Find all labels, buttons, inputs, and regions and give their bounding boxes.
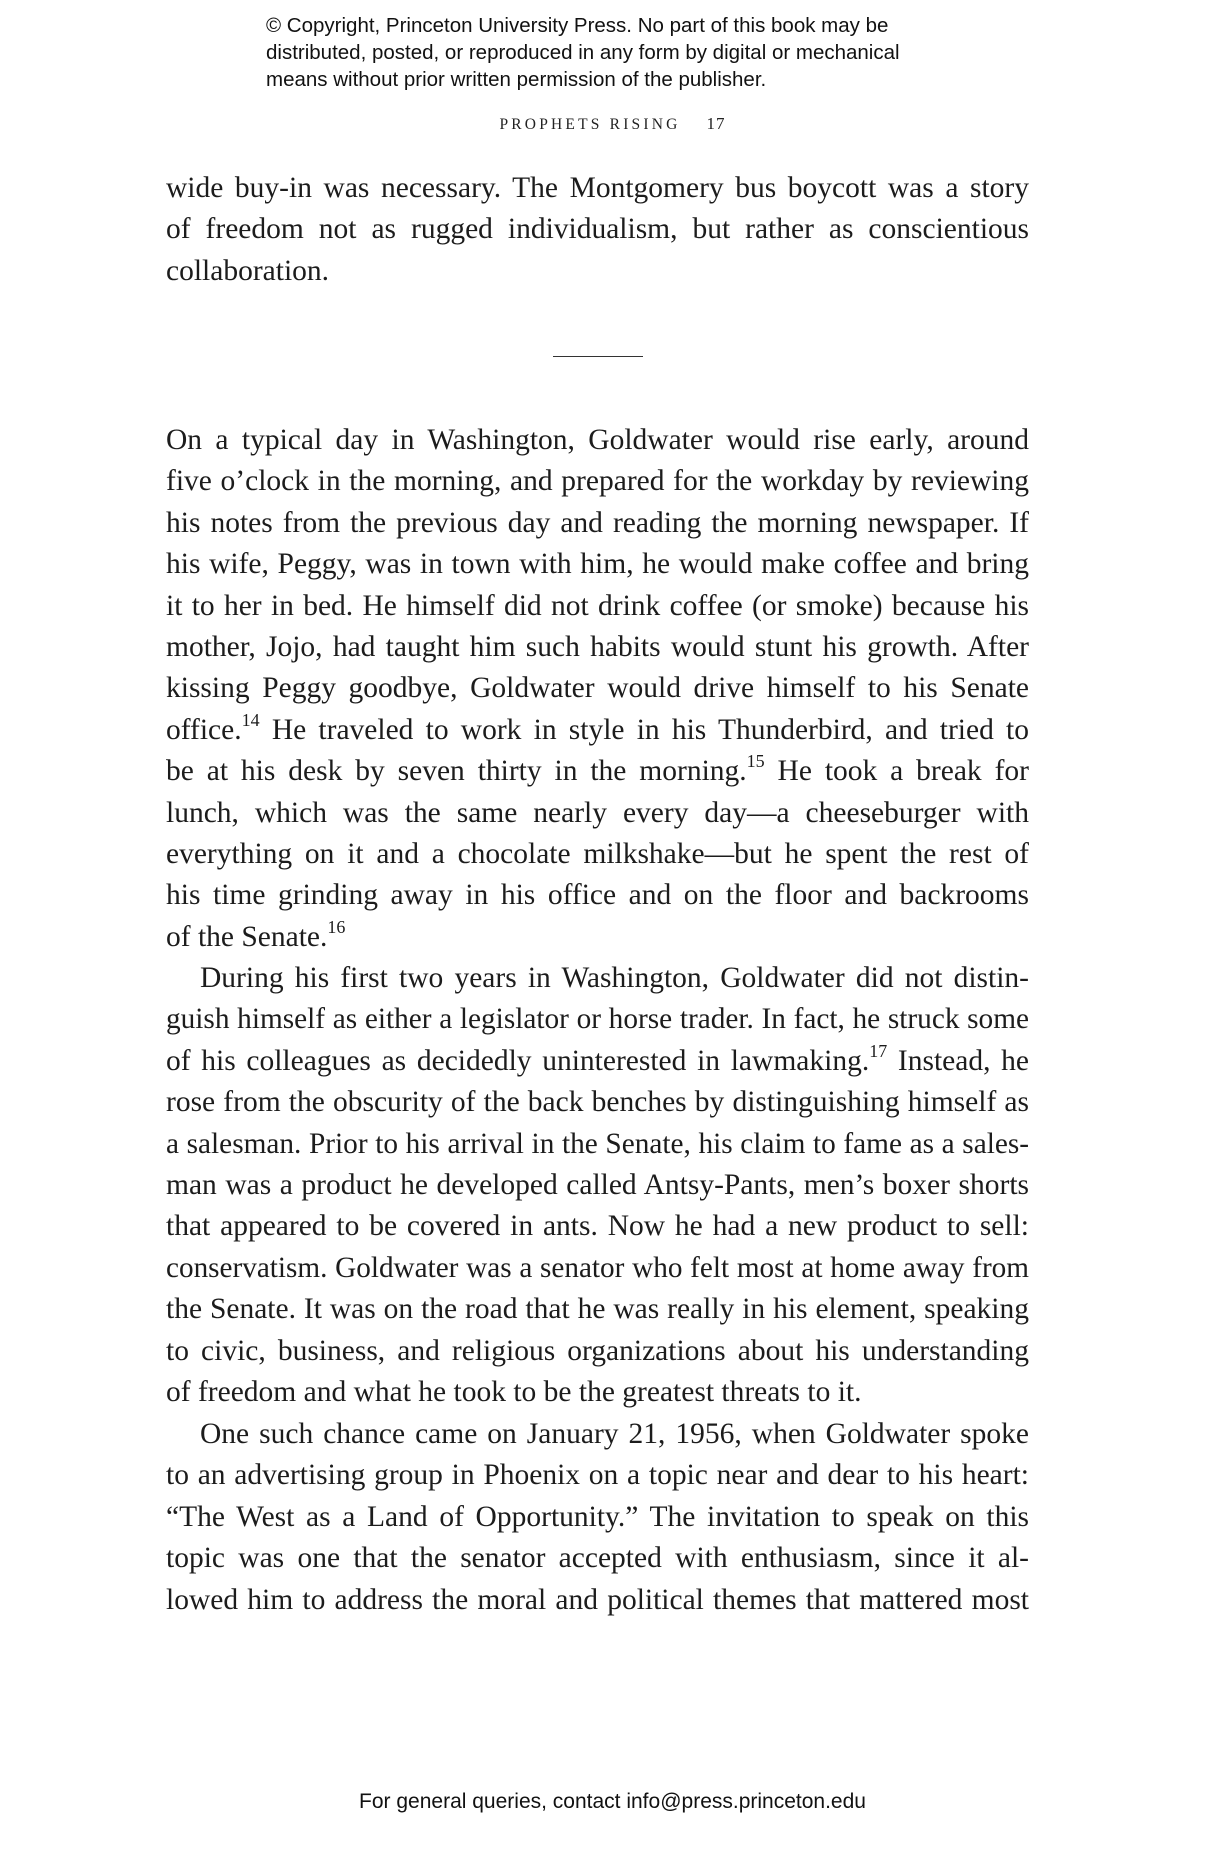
text-line bbox=[166, 751, 1029, 792]
text-segment: of his colleagues as decidedly uninterested in lawmaking. bbox=[166, 1044, 870, 1077]
text-segment: of the Senate. bbox=[166, 920, 328, 953]
text-line: everything on it and a chocolate milkshake—but he spent the rest of bbox=[166, 838, 1029, 871]
text-line: During his first two years in Washington, Goldwater did not distin- bbox=[200, 962, 1029, 994]
text-line: collaboration. bbox=[166, 254, 330, 287]
text-segment: He traveled to work in style in his Thunderbird, and tried to bbox=[259, 713, 1029, 746]
text-line bbox=[166, 710, 1029, 751]
text-line: his wife, Peggy, was in town with him, he would make coffee and bring bbox=[166, 548, 1029, 581]
text-line: to an advertising group in Phoenix on a topic near and dear to his heart: bbox=[166, 1459, 1029, 1492]
text-line: On a typical day in Washington, Goldwater would rise early, around bbox=[166, 424, 1029, 456]
footnote-ref: 15 bbox=[746, 751, 765, 772]
text-segment: Instead, he bbox=[887, 1044, 1030, 1077]
paragraph-january-speech bbox=[166, 1414, 1029, 1621]
text-line: lowed him to address the moral and political themes that mattered most bbox=[166, 1583, 1029, 1616]
text-line: mother, Jojo, had taught him such habits would stunt his growth. After bbox=[166, 631, 1029, 664]
text-line bbox=[166, 1041, 1029, 1082]
text-line: to civic, business, and religious organizations about his understanding bbox=[166, 1334, 1029, 1367]
text-line: a salesman. Prior to his arrival in the Senate, his claim to fame as a sales- bbox=[166, 1127, 1029, 1160]
text-line: man was a product he developed called Antsy-Pants, men’s boxer shorts bbox=[166, 1169, 1029, 1202]
text-line: his time grinding away in his office and on the floor and backrooms bbox=[166, 879, 1029, 912]
running-head-title: PROPHETS RISING bbox=[499, 116, 681, 133]
text-line: five o’clock in the morning, and prepared for the workday by reviewing bbox=[166, 465, 1029, 498]
text-line: rose from the obscurity of the back benches by distinguishing himself as bbox=[166, 1086, 1029, 1119]
copyright-line: means without prior written permission of the publisher. bbox=[266, 68, 767, 91]
text-segment: He took a break for bbox=[764, 755, 1029, 788]
text-line: his notes from the previous day and reading the morning newspaper. If bbox=[166, 506, 1029, 539]
footer-contact: For general queries, contact info@press.princeton.edu bbox=[359, 1790, 866, 1813]
text-segment: office. bbox=[166, 713, 242, 746]
text-line: wide buy-in was necessary. The Montgomery bus boycott was a story bbox=[166, 172, 1029, 204]
text-line: conservatism. Goldwater was a senator who felt most at home away from bbox=[166, 1251, 1029, 1284]
page-number: 17 bbox=[706, 114, 726, 133]
text-line: One such chance came on January 21, 1956, when Goldwater spoke bbox=[200, 1418, 1029, 1450]
text-line bbox=[166, 917, 1029, 958]
copyright-notice bbox=[266, 12, 986, 93]
text-line: lunch, which was the same nearly every day—a cheeseburger with bbox=[166, 796, 1029, 829]
footnote-ref: 14 bbox=[241, 710, 260, 731]
copyright-line: distributed, posted, or reproduced in any form by digital or mechanical bbox=[266, 41, 900, 64]
text-line: that appeared to be covered in ants. Now he had a new product to sell: bbox=[166, 1210, 1029, 1243]
text-line: it to her in bed. He himself did not drink coffee (or smoke) because his bbox=[166, 589, 1029, 622]
text-line: the Senate. It was on the road that he was really in his element, speaking bbox=[166, 1293, 1029, 1326]
text-line: kissing Peggy goodbye, Goldwater would drive himself to his Senate bbox=[166, 672, 1029, 705]
paragraph-typical-day bbox=[166, 420, 1029, 958]
text-segment: be at his desk by seven thirty in the morning. bbox=[166, 755, 747, 788]
text-line: topic was one that the senator accepted with enthusiasm, since it al- bbox=[166, 1542, 1029, 1575]
running-head bbox=[0, 114, 1225, 134]
text-line: of freedom not as rugged individualism, but rather as conscientious bbox=[166, 213, 1029, 246]
footnote-ref: 16 bbox=[327, 917, 346, 938]
text-line: “The West as a Land of Opportunity.” The invitation to speak on this bbox=[166, 1500, 1029, 1533]
footnote-ref: 17 bbox=[869, 1040, 888, 1061]
text-line: guish himself as either a legislator or horse trader. In fact, he struck some bbox=[166, 1003, 1029, 1036]
copyright-line: © Copyright, Princeton University Press. No part of this book may be bbox=[266, 14, 889, 37]
paragraph-continued bbox=[166, 168, 1029, 292]
paragraph-first-two-years bbox=[166, 958, 1029, 1413]
section-break-rule bbox=[553, 356, 643, 357]
text-line: of freedom and what he took to be the greatest threats to it. bbox=[166, 1376, 862, 1409]
